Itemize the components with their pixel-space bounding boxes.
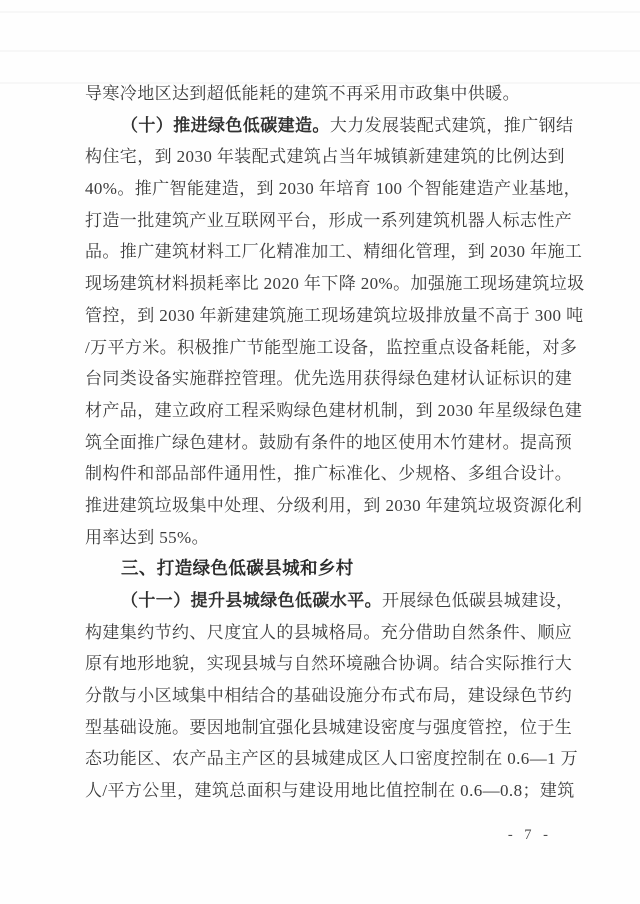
body-line: 管控，到 2030 年新建建筑施工现场建筑垃圾排放量不高于 300 吨 bbox=[85, 305, 584, 325]
scan-artifact bbox=[0, 50, 640, 52]
body-line: 人/平方公里，建筑总面积与建设用地比值控制在 0.6—0.8；建筑 bbox=[85, 781, 575, 801]
body-line: 品。推广建筑材料工厂化精准加工、精细化管理，到 2030 年施工 bbox=[85, 242, 583, 262]
clause-title: （十）推进绿色低碳建造。 bbox=[121, 115, 330, 135]
body-line: 材产品，建立政府工程采购绿色建材机制，到 2030 年星级绿色建 bbox=[85, 400, 583, 420]
body-line: 现场建筑材料损耗率比 2020 年下降 20%。加强施工现场建筑垃圾 bbox=[85, 274, 585, 294]
clause-title: （十一）提升县城绿色低碳水平。 bbox=[121, 591, 382, 610]
body-line: 筑全面推广绿色建材。鼓励有条件的地区使用木竹建材。提高预 bbox=[85, 432, 573, 452]
body-text: 大力发展装配式建筑，推广钢结 bbox=[329, 115, 574, 135]
body-line: 40%。推广智能建造，到 2030 年培育 100 个智能建造产业基地， bbox=[85, 179, 582, 199]
section-heading: 三、打造绿色低碳县城和乡村 bbox=[121, 558, 354, 579]
body-line: 构建集约节约、尺度宜人的县城格局。充分借助自然条件、顺应 bbox=[85, 622, 573, 642]
body-line: 原有地形地貌，实现县城与自然环境融合协调。结合实际推行大 bbox=[85, 654, 573, 674]
body-line: 用率达到 55%。 bbox=[85, 527, 210, 547]
body-line: 台同类设备实施群控管理。优先选用获得绿色建材认证标识的建 bbox=[85, 369, 573, 389]
body-line bbox=[85, 585, 574, 617]
body-line: /万平方米。积极推广节能型施工设备，监控重点设备耗能，对多 bbox=[85, 337, 578, 357]
body-line: 分散与小区域集中相结合的基础设施分布式布局，建设绿色节约 bbox=[85, 686, 573, 706]
body-line bbox=[85, 110, 574, 142]
body-text: 开展绿色低碳县城建设， bbox=[382, 591, 574, 610]
body-line: 构住宅，到 2030 年装配式建筑占当年城镇新建建筑的比例达到 bbox=[85, 147, 565, 167]
body-line: 态功能区、农产品主产区的县城建成区人口密度控制在 0.6—1 万 bbox=[85, 749, 579, 769]
page-number: - 7 - bbox=[507, 827, 552, 843]
body-line: 打造一批建筑产业互联网平台，形成一系列建筑机器人标志性产 bbox=[85, 210, 573, 230]
body-line: 制构件和部品部件通用性，推广标准化、少规格、多组合设计。 bbox=[85, 464, 573, 484]
body-line: 导寒冷地区达到超低能耗的建筑不再采用市政集中供暖。 bbox=[85, 84, 520, 103]
document-body bbox=[85, 78, 585, 807]
body-line: 型基础设施。要因地制宜强化县城建设密度与强度管控，位于生 bbox=[85, 717, 573, 737]
body-line: 推进建筑垃圾集中处理、分级利用，到 2030 年建筑垃圾资源化利 bbox=[85, 495, 583, 515]
scan-artifact bbox=[0, 11, 640, 13]
